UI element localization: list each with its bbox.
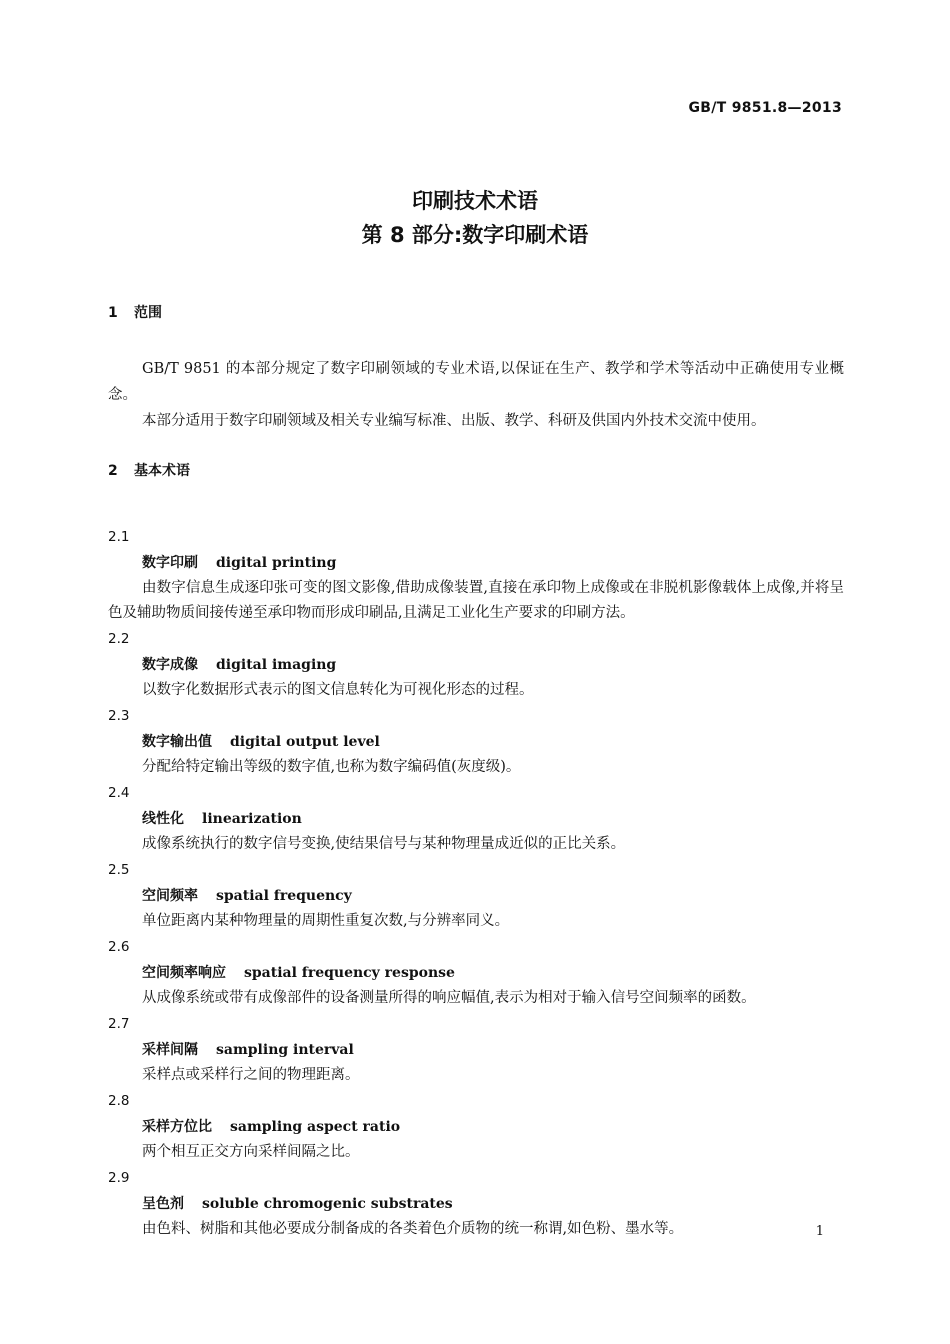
term-english: spatial frequency	[216, 888, 352, 904]
document-title	[0, 184, 950, 252]
term-english: soluble chromogenic substrates	[202, 1196, 453, 1212]
term-name	[108, 960, 844, 986]
term-entry	[108, 1165, 844, 1242]
term-name	[108, 883, 844, 909]
term-chinese: 数字印刷	[142, 555, 198, 571]
term-name	[108, 729, 844, 755]
term-number: 2.1	[108, 529, 130, 545]
term-definition: 分配给特定输出等级的数字值,也称为数字编码值(灰度级)。	[142, 759, 521, 775]
term-english: digital imaging	[216, 657, 337, 673]
term-definition: 单位距离内某种物理量的周期性重复次数,与分辨率同义。	[142, 913, 510, 929]
term-chinese: 数字成像	[142, 657, 198, 673]
term-entry	[108, 780, 844, 857]
term-entry	[108, 934, 844, 1011]
term-name	[108, 1037, 844, 1063]
scope-paragraph: 本部分适用于数字印刷领域及相关专业编写标准、出版、教学、科研及供国内外技术交流中使用。	[142, 413, 766, 429]
term-entry	[108, 857, 844, 934]
scope-paragraph: GB/T 9851 的本部分规定了数字印刷领域的专业术语,以保证在生产、教学和学术等活动中正确使用专业概念。	[108, 361, 844, 403]
term-definition: 两个相互正交方向采样间隔之比。	[142, 1144, 360, 1160]
term-definition: 采样点或采样行之间的物理距离。	[142, 1067, 360, 1083]
section-title: 范围	[134, 305, 162, 321]
term-name	[108, 550, 844, 576]
term-number: 2.3	[108, 708, 130, 724]
term-list	[108, 524, 844, 1242]
term-english: spatial frequency response	[244, 965, 455, 981]
term-number: 2.9	[108, 1170, 130, 1186]
standard-id: GB/T 9851.8—2013	[688, 100, 842, 116]
term-chinese: 呈色剂	[142, 1196, 184, 1212]
term-chinese: 采样间隔	[142, 1042, 198, 1058]
term-chinese: 数字输出值	[142, 734, 212, 750]
document-body	[108, 302, 844, 1242]
page-number: 1	[815, 1224, 824, 1239]
term-entry	[108, 1088, 844, 1165]
term-english: linearization	[202, 811, 302, 827]
section-heading-scope	[108, 302, 844, 324]
term-name	[108, 1191, 844, 1217]
term-chinese: 采样方位比	[142, 1119, 212, 1135]
term-name	[108, 806, 844, 832]
section-title: 基本术语	[134, 463, 190, 479]
term-entry	[108, 524, 844, 626]
section-number: 1	[108, 305, 118, 321]
term-chinese: 空间频率	[142, 888, 198, 904]
term-chinese: 空间频率响应	[142, 965, 226, 981]
term-english: digital output level	[230, 734, 380, 750]
term-definition: 由色料、树脂和其他必要成分制备成的各类着色介质物的统一称谓,如色粉、墨水等。	[142, 1221, 684, 1237]
term-number: 2.5	[108, 862, 130, 878]
term-chinese: 线性化	[142, 811, 184, 827]
term-english: digital printing	[216, 555, 337, 571]
term-entry	[108, 703, 844, 780]
term-definition: 由数字信息生成逐印张可变的图文影像,借助成像装置,直接在承印物上成像或在非脱机影像载体上成像,并将呈色及辅助物质间接传递至承印物而形成印刷品,且满足工业化生产要求的印刷方法。	[108, 580, 844, 621]
section-number: 2	[108, 463, 118, 479]
term-number: 2.7	[108, 1016, 130, 1032]
term-entry	[108, 626, 844, 703]
term-definition: 从成像系统或带有成像部件的设备测量所得的响应幅值,表示为相对于输入信号空间频率的函数。	[142, 990, 756, 1006]
title-line-1: 印刷技术术语	[412, 189, 538, 213]
term-number: 2.4	[108, 785, 130, 801]
term-english: sampling aspect ratio	[230, 1119, 401, 1135]
term-entry	[108, 1011, 844, 1088]
term-definition: 以数字化数据形式表示的图文信息转化为可视化形态的过程。	[142, 682, 534, 698]
term-number: 2.6	[108, 939, 130, 955]
term-name	[108, 652, 844, 678]
term-number: 2.8	[108, 1093, 130, 1109]
term-english: sampling interval	[216, 1042, 354, 1058]
term-definition: 成像系统执行的数字信号变换,使结果信号与某种物理量成近似的正比关系。	[142, 836, 626, 852]
term-name	[108, 1114, 844, 1140]
section-heading-basic-terms	[108, 460, 844, 482]
title-line-2: 第 8 部分:数字印刷术语	[361, 223, 589, 247]
term-number: 2.2	[108, 631, 130, 647]
